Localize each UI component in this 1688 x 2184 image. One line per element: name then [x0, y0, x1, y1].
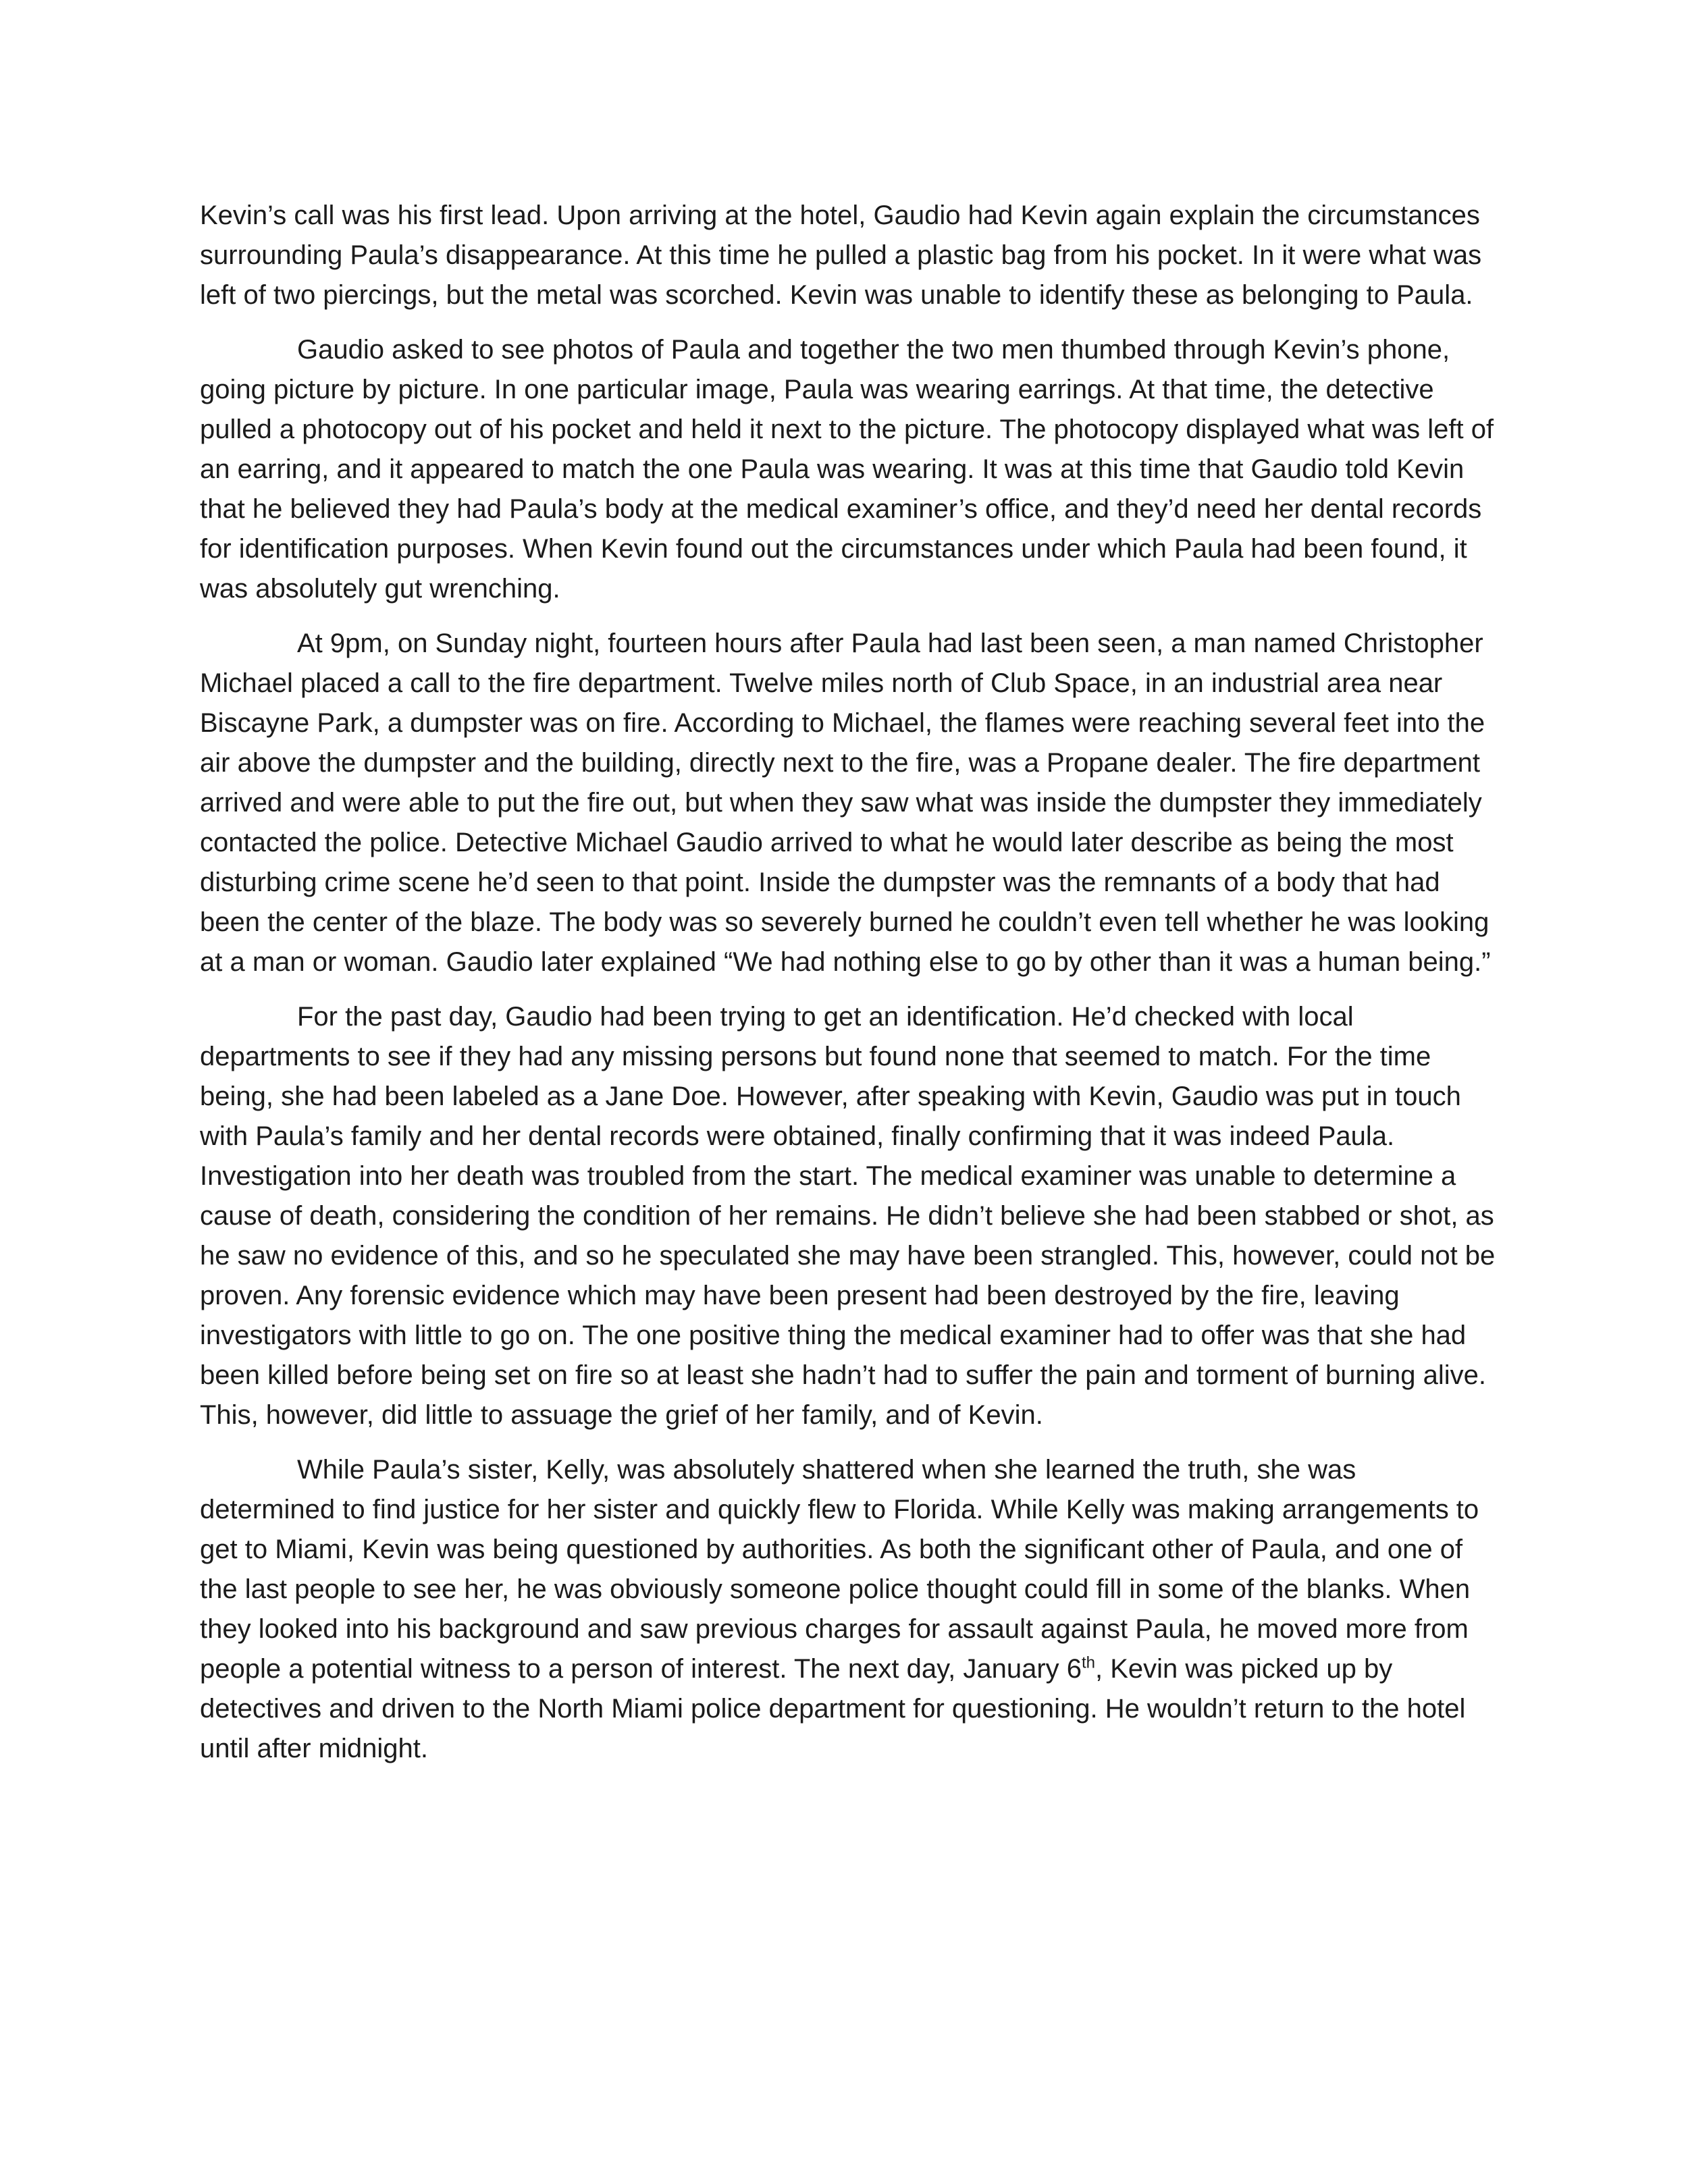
document-page — [200, 196, 1496, 1784]
ordinal-superscript: th — [1082, 1653, 1096, 1672]
paragraph-5-text-before: While Paula’s sister, Kelly, was absolutely shattered when she learned the truth, she was determined to find justice for her sister and quickly flew to Florida. While Kelly was making arrangements to get to Miami, Kevin was being questioned by authorities. As both the significant other of Paula, and one of the last people to see her, he was obviously someone police thought could fill in some of the blanks. When they looked into his background and saw previous charges for assault against Paula, he moved more from people a potential witness to a person of interest. The next day, January 6 — [200, 1455, 1479, 1684]
paragraph-5 — [200, 1450, 1496, 1769]
paragraph-3: At 9pm, on Sunday night, fourteen hours after Paula had last been seen, a man named Christopher Michael placed a call to the fire department. Twelve miles north of Club Space, in an industrial area near Biscayne Park, a dumpster was on fire. According to Michael, the flames were reaching several feet into the air above the dumpster and the building, directly next to the fire, was a Propane dealer. The fire department arrived and were able to put the fire out, but when they saw what was inside the dumpster they immediately contacted the police. Detective Michael Gaudio arrived to what he would later describe as being the most disturbing crime scene he’d seen to that point. Inside the dumpster was the remnants of a body that had been the center of the blaze. The body was so severely burned he couldn’t even tell whether he was looking at a man or woman. Gaudio later explained “We had nothing else to go by other than it was a human being.” — [200, 629, 1491, 977]
paragraph-5-text-after: , Kevin was picked up by detectives and driven to the North Miami police department for questioning. He wouldn’t return to the hotel until after midnight. — [200, 1654, 1466, 1763]
paragraph-1: Kevin’s call was his first lead. Upon arriving at the hotel, Gaudio had Kevin again explain the circumstances surrounding Paula’s disappearance. At this time he pulled a plastic bag from his pocket. In it were what was left of two piercings, but the metal was scorched. Kevin was unable to identify these as belonging to Paula. — [200, 201, 1482, 310]
paragraph-2: Gaudio asked to see photos of Paula and together the two men thumbed through Kevin’s phone, going picture by picture. In one particular image, Paula was wearing earrings. At that time, the detective pulled a photocopy out of his pocket and held it next to the picture. The photocopy displayed what was left of an earring, and it appeared to match the one Paula was wearing. It was at this time that Gaudio told Kevin that he believed they had Paula’s body at the medical examiner’s office, and they’d need her dental records for identification purposes. When Kevin found out the circumstances under which Paula had been found, it was absolutely gut wrenching. — [200, 335, 1494, 604]
paragraph-4: For the past day, Gaudio had been trying to get an identification. He’d checked with local departments to see if they had any missing persons but found none that seemed to match. For the time being, she had been labeled as a Jane Doe. However, after speaking with Kevin, Gaudio was put in touch with Paula’s family and her dental records were obtained, finally confirming that it was indeed Paula. Investigation into her death was troubled from the start. The medical examiner was unable to determine a cause of death, considering the condition of her remains. He didn’t believe she had been stabbed or shot, as he saw no evidence of this, and so he speculated she may have been strangled. This, however, could not be proven. Any forensic evidence which may have been present had been destroyed by the fire, leaving investigators with little to go on. The one positive thing the medical examiner had to offer was that she had been killed before being set on fire so at least she hadn’t had to suffer the pain and torment of burning alive. This, however, did little to assuage the grief of her family, and of Kevin. — [200, 1002, 1496, 1430]
